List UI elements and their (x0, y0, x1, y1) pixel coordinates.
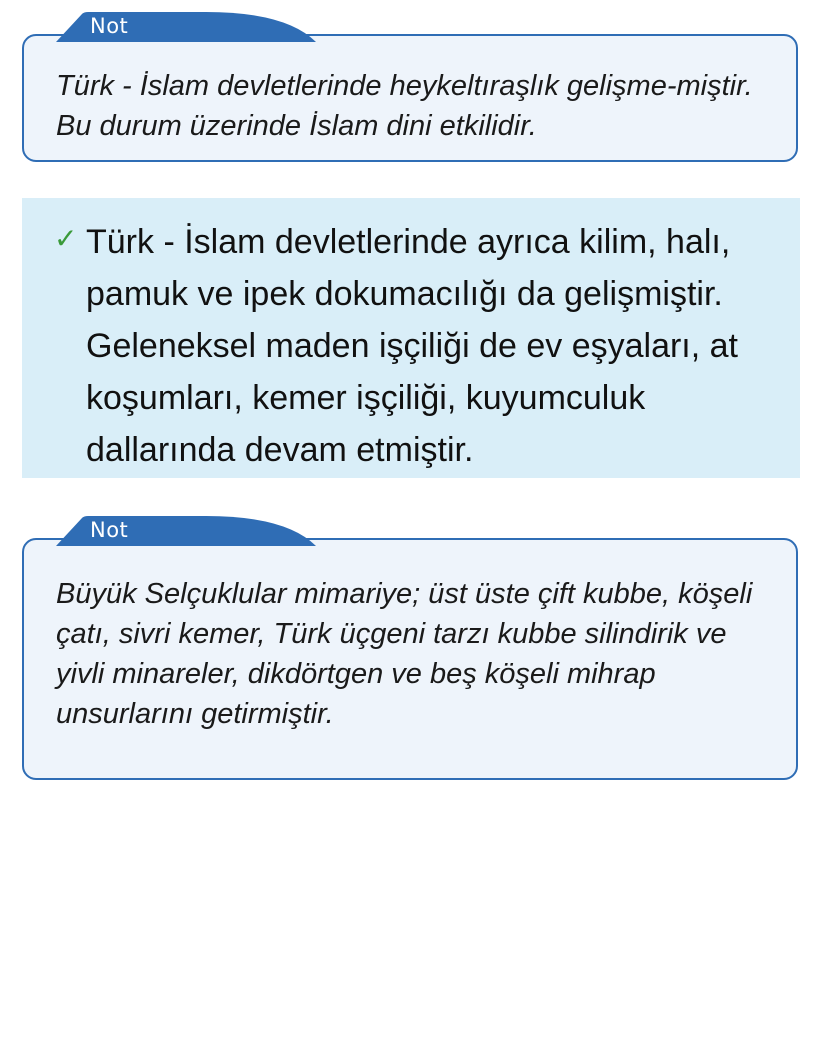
note-tab-2 (56, 516, 316, 546)
note-text-2: Büyük Selçuklular mimariye; üst üste çift kubbe, köşeli çatı, sivri kemer, Türk üçgeni tarzı kubbe silindirik ve yivli minareler, dikdörtgen ve beş köşeli mihrap unsurlarını getirmiştir. (56, 578, 753, 730)
info-text: Türk - İslam devletlerinde ayrıca kilim, halı, pamuk ve ipek dokumacılığı da gelişmiştir. Geleneksel maden işçiliği de ev eşyaları, at koşumları, kemer işçiliği, kuyumculuk dallarında devam etmiştir. (86, 223, 738, 469)
check-icon: ✓ (54, 222, 78, 255)
note-tab-1 (56, 12, 316, 42)
note-text-1: Türk - İslam devletlerinde heykeltıraşlık gelişme-miştir. Bu durum üzerinde İslam dini etkilidir. (56, 70, 753, 142)
note-box-1 (22, 34, 798, 162)
note-tab-label-2: Not (90, 518, 129, 542)
note-box-2 (22, 538, 798, 780)
info-box (22, 198, 800, 478)
note-tab-label-1: Not (90, 14, 129, 38)
